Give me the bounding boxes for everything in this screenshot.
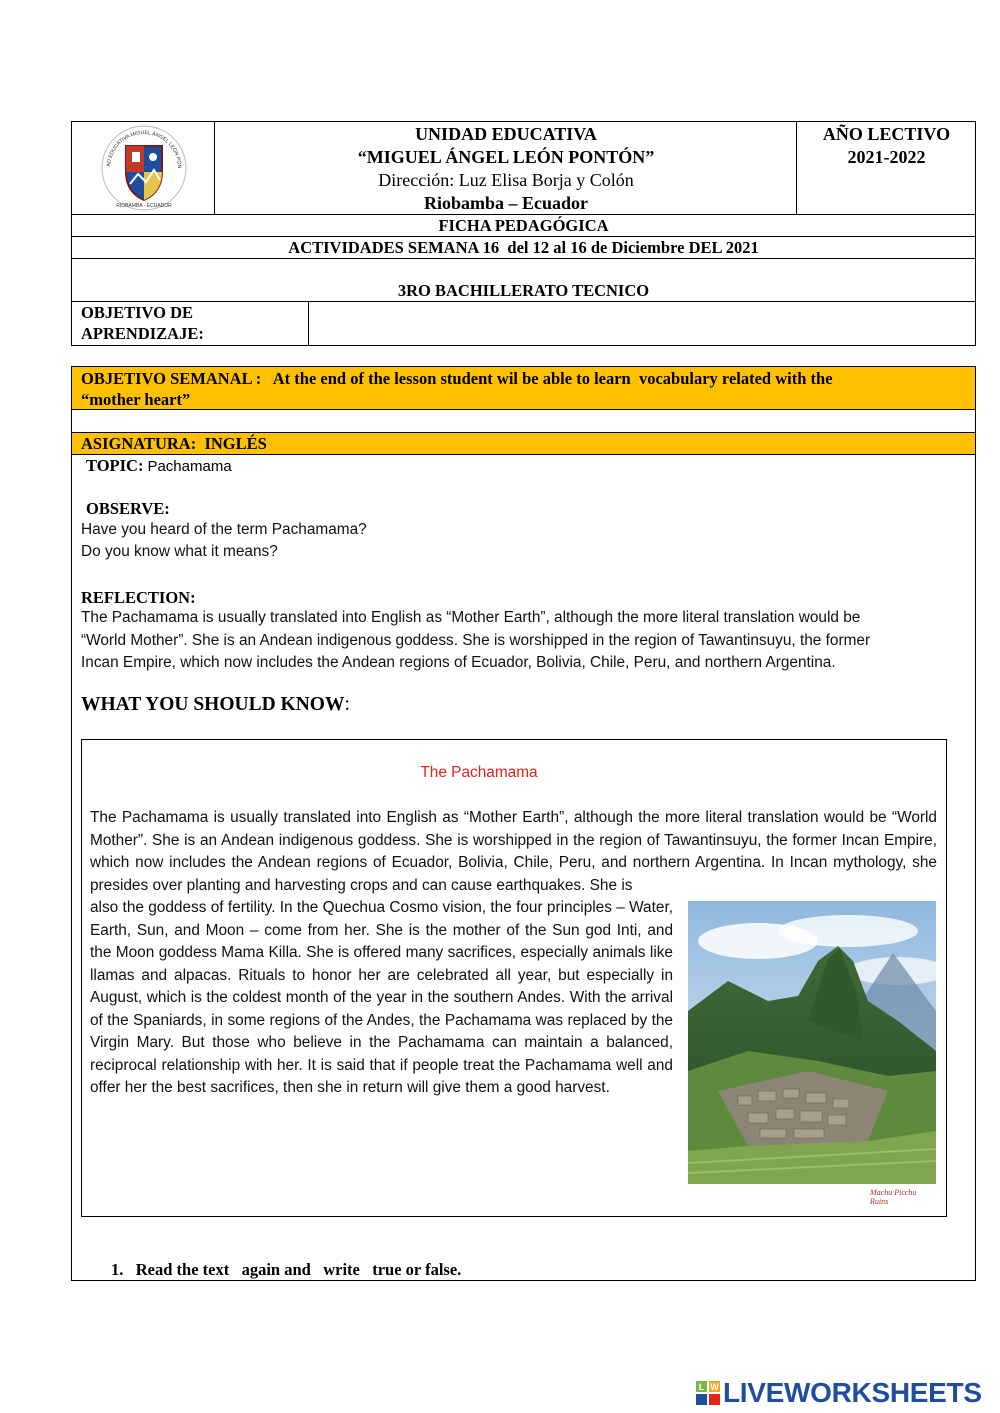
exercise-number: 1. bbox=[111, 1260, 124, 1279]
objective-row bbox=[71, 301, 976, 346]
know-colon: : bbox=[344, 694, 350, 715]
subject-label: ASIGNATURA: INGLÉS bbox=[81, 434, 267, 453]
machu-picchu-image bbox=[688, 901, 936, 1206]
exercise-1 bbox=[111, 1260, 461, 1280]
reflection-label: REFLECTION: bbox=[81, 588, 196, 607]
reflection-line-3: Incan Empire, which now includes the Andean regions of Ecuador, Bolivia, Chile, Peru, and northern Argentina. bbox=[81, 654, 836, 671]
reflection-line-1: The Pachamama is usually translated into English as “Mother Earth”, although the more literal translation would be bbox=[81, 609, 861, 626]
liveworksheets-text: LIVEWORKSHEETS bbox=[723, 1377, 982, 1408]
year-value: 2021-2022 bbox=[847, 147, 926, 167]
objective-divider bbox=[308, 301, 309, 346]
know-heading bbox=[81, 693, 350, 717]
liveworksheets-logo-icon bbox=[696, 1381, 720, 1405]
school-city: Riobamba – Ecuador bbox=[423, 193, 589, 213]
reflection-line-2: “World Mother”. She is an Andean indigenous goddess. She is worshipped in the region of Tawantinsuyu, the former bbox=[81, 632, 871, 649]
svg-text:UNIDAD EDUCATIVA MIGUEL ÁNGEL: AD EDUCATIVA MIGUEL ÁNGEL LEÓN PON bbox=[105, 129, 183, 169]
svg-text:L: L bbox=[698, 1382, 705, 1392]
reading-paragraph-top: The Pachamama is usually translated into English as “Mother Earth”, although the more literal translation would be “World Mother”. She is an Andean indigenous goddess. She is worshipped in the region of Tawantinsuyu, the former Incan Empire, which now includes the Andean regions of Ecuador, Bolivia, Chile, Peru, and northern Argentina. In Incan mythology, she presides over planting and harvesting crops and can cause earthquakes. She is bbox=[90, 809, 937, 894]
school-name-line2: “MIGUEL ÁNGEL LEÓN PONTÓN” bbox=[357, 147, 655, 167]
grade-title: 3RO BACHILLERATO TECNICO bbox=[397, 281, 650, 300]
frame-bottom bbox=[71, 1280, 976, 1281]
image-caption: Machu Picchu Ruins bbox=[870, 1188, 917, 1206]
reading-paragraph-side: also the goddess of fertility. In the Quechua Cosmo vision, the four principles – Water, Earth, Sun, and Moon – come from her. She is the mother of the Sun god Inti, and the Moon goddess Mama Killa. She is offered many sacrifices, especially animals like llamas and alpacas. Rituals to honor her are celebrated all year, but especially in August, which is the coldest month of the year in the southern Andes. With the arrival of the Spaniards, in some regions of the Andes, the Pachamama was replaced by the Virgin Mary. But those who believe in the Pachamama can maintain a balanced, reciprocal relationship with her. It is said that if people treat the Pachamama well and offer her the best sacrifices, then she in return will give them a good harvest. bbox=[90, 899, 673, 1096]
observe-question-2: Do you know what it means? bbox=[81, 543, 278, 560]
topic-value: Pachamama bbox=[147, 458, 232, 475]
school-name-line1: UNIDAD EDUCATIVA bbox=[415, 124, 597, 144]
ficha-title: FICHA PEDAGÓGICA bbox=[438, 216, 609, 235]
liveworksheets-watermark[interactable] bbox=[696, 1378, 996, 1410]
topic-label: TOPIC: bbox=[86, 456, 144, 475]
exercise-text: Read the text again and write true or false. bbox=[135, 1260, 462, 1279]
observe-question-1: Have you heard of the term Pachamama? bbox=[81, 521, 367, 538]
reading-title: The Pachamama bbox=[420, 764, 538, 781]
observe-label: OBSERVE: bbox=[86, 499, 170, 518]
school-logo bbox=[96, 124, 192, 212]
objective-label-1: OBJETIVO DE bbox=[81, 303, 193, 322]
know-label: WHAT YOU SHOULD KNOW bbox=[81, 694, 345, 715]
header-divider-left bbox=[214, 121, 215, 215]
frame-right bbox=[975, 366, 976, 1280]
year-label: AÑO LECTIVO bbox=[822, 124, 951, 144]
frame-left bbox=[71, 366, 72, 1280]
objective-label-2: APRENDIZAJE: bbox=[81, 324, 204, 343]
weekly-objective-line1 bbox=[81, 368, 833, 389]
school-director: Dirección: Luz Elisa Borja y Colón bbox=[378, 170, 634, 190]
weekly-objective-line2: “mother heart” bbox=[81, 390, 191, 409]
svg-text:RIOBAMBA - ECUADOR: RIOBAMBA - ECUADOR bbox=[116, 203, 172, 209]
weekly-objective-text: At the end of the lesson student wil be able to learn vocabulary related with the bbox=[272, 369, 833, 388]
weekly-objective-label: OBJETIVO SEMANAL : bbox=[81, 369, 262, 388]
svg-text:W: W bbox=[710, 1382, 719, 1392]
activities-title: ACTIVIDADES SEMANA 16 del 12 al 16 de Diciembre DEL 2021 bbox=[288, 238, 759, 257]
topic-line bbox=[86, 456, 232, 477]
